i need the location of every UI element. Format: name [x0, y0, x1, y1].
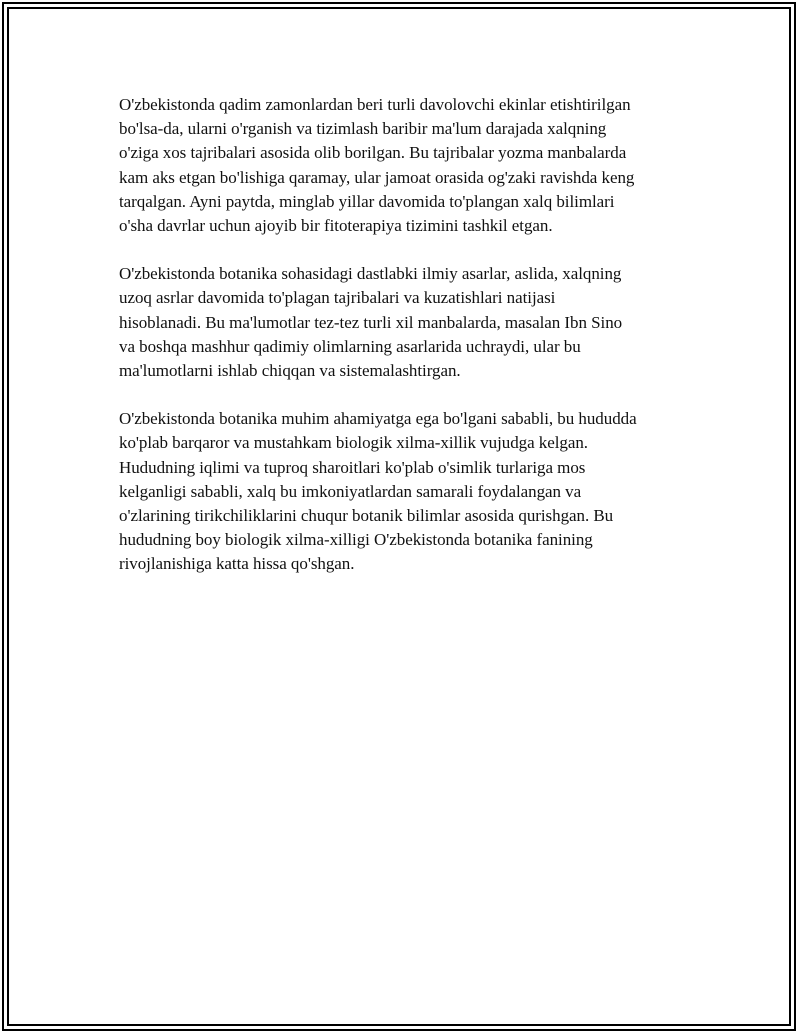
text-line: ma'lumotlarni ishlab chiqqan va sistemalashtirgan.	[119, 361, 461, 381]
document-body	[119, 93, 691, 601]
text-line: rivojlanishiga katta hissa qo'shgan.	[119, 554, 355, 574]
text-line: Hududning iqlimi va tuproq sharoitlari ko'plab o'simlik turlariga mos	[119, 457, 586, 477]
text-line: ko'plab barqaror va mustahkam biologik xilma-xillik vujudga kelgan.	[119, 433, 588, 453]
text-line: uzoq asrlar davomida to'plagan tajribalari va kuzatishlari natijasi	[119, 288, 556, 308]
text-line: kelganligi sababli, xalq bu imkoniyatlardan samarali foydalangan va	[119, 481, 582, 501]
text-line: O'zbekistonda botanika muhim ahamiyatga ega bo'lgani sababli, bu hududda	[119, 409, 637, 429]
text-line: kam aks etgan bo'lishiga qaramay, ular jamoat orasida og'zaki ravishda keng	[119, 167, 635, 187]
text-line: o'zlarining tirikchiliklarini chuqur botanik bilimlar asosida qurishgan. Bu	[119, 506, 614, 526]
text-line: o'sha davrlar uchun ajoyib bir fitoterapiya tizimini tashkil etgan.	[119, 216, 553, 236]
text-line: hududning boy biologik xilma-xilligi O'zbekistonda botanika fanining	[119, 530, 593, 550]
text-line: O'zbekistonda botanika sohasidagi dastlabki ilmiy asarlar, aslida, xalqning	[119, 264, 622, 284]
text-line: hisoblanadi. Bu ma'lumotlar tez-tez turli xil manbalarda, masalan Ibn Sino	[119, 312, 623, 332]
paragraph-2	[119, 262, 691, 383]
text-line: tarqalgan. Ayni paytda, minglab yillar davomida to'plangan xalq bilimlari	[119, 191, 615, 211]
paragraph-1	[119, 93, 691, 238]
text-line: bo'lsa-da, ularni o'rganish va tizimlash baribir ma'lum darajada xalqning	[119, 119, 607, 139]
text-line: O'zbekistonda qadim zamonlardan beri turli davolovchi ekinlar etishtirilgan	[119, 95, 631, 114]
paragraph-3	[119, 407, 691, 576]
text-line: o'ziga xos tajribalari asosida olib borilgan. Bu tajribalar yozma manbalarda	[119, 143, 627, 163]
text-line: va boshqa mashhur qadimiy olimlarning asarlarida uchraydi, ular bu	[119, 336, 581, 356]
